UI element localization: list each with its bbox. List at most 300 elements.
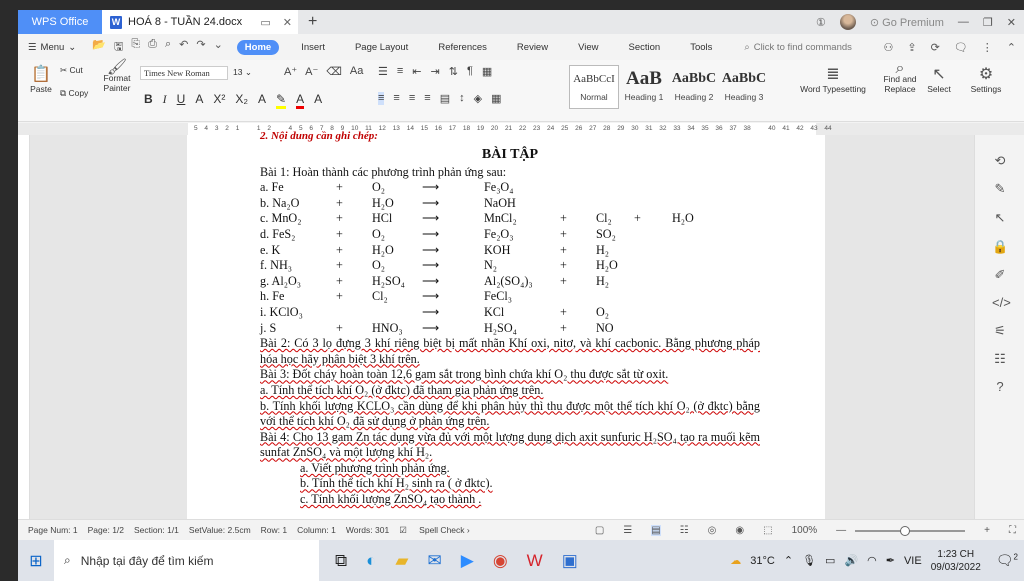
close-window-icon[interactable]: ✕ (1006, 16, 1016, 29)
ruler-tick: 26 (575, 125, 583, 132)
reaction-cell: b. Na₂O (260, 195, 300, 210)
word-typesetting-button[interactable] (796, 64, 870, 94)
reaction-cell: + (560, 273, 567, 288)
reaction-cell: h. Fe (260, 289, 285, 304)
tab-view[interactable]: View (578, 41, 599, 53)
task-view-icon[interactable]: ⧉ (335, 550, 348, 570)
font-size-select[interactable]: 13 ⌄ (233, 67, 252, 77)
align-left-icon[interactable]: ≡ (378, 92, 385, 104)
new-tab-button[interactable]: + (308, 13, 318, 30)
reaction-cell (634, 321, 672, 337)
ruler-tick: 5 (194, 125, 198, 132)
distribute-icon[interactable]: ▤ (439, 93, 451, 105)
help-icon[interactable]: ? (996, 379, 1004, 394)
style-normal[interactable] (569, 65, 619, 109)
reaction-cell: KCl (484, 304, 505, 319)
reaction-cell: ⟶ (422, 304, 439, 319)
reaction-cell (560, 289, 596, 305)
ruler-tick: 12 (378, 125, 386, 132)
comment-icon[interactable]: 🗨 (953, 41, 968, 54)
cursor-icon: ↖ (932, 66, 946, 83)
zoom-out-icon[interactable]: — (836, 525, 847, 536)
print-preview-icon[interactable]: ⌕ (164, 37, 172, 50)
reaction-cell: H₂SO₄ (372, 273, 405, 288)
reaction-cell: ⟶ (422, 226, 439, 241)
reaction-cell: + (336, 195, 343, 210)
reaction-cell: + (560, 320, 567, 335)
ruler-tick: 32 (659, 125, 667, 132)
words-status[interactable]: Words: 301 (345, 525, 390, 535)
outline-icon[interactable]: ☰ (623, 525, 633, 536)
clock-time: 1:23 CH (937, 548, 975, 560)
ruler-tick: 17 (448, 125, 457, 132)
reaction-cell: c. MnO₂ (260, 211, 302, 226)
reaction-cell: + (336, 258, 343, 273)
underline-icon[interactable]: U (176, 92, 186, 106)
tab-page-layout[interactable]: Page Layout (354, 41, 409, 53)
ruler-tick: 22 (518, 125, 527, 132)
notification-icon[interactable]: 🗨$^2$ (995, 552, 1018, 568)
reaction-cell (596, 180, 634, 196)
justify-icon[interactable]: ≡ (424, 92, 431, 104)
search-icon: ⌕ (744, 41, 750, 53)
image-edit-icon[interactable]: ✐ (994, 267, 1006, 282)
ruler-tick: 18 (462, 125, 471, 132)
tab-review[interactable]: Review (516, 41, 549, 53)
save-icon[interactable]: 🖫 (113, 40, 124, 53)
window-icon[interactable]: ▭ (260, 16, 271, 29)
reaction-cell: H₂SO₄ (484, 320, 517, 335)
ruler-tick: 30 (631, 125, 639, 132)
reaction-row (260, 305, 760, 321)
reaction-cell: + (336, 289, 343, 304)
reaction-cell: HNO₃ (372, 320, 403, 335)
reaction-cell: H₂O (372, 242, 394, 257)
reaction-cell: + (560, 258, 567, 273)
paste-button[interactable] (26, 64, 56, 94)
page-title: BÀI TẬP (481, 147, 539, 162)
setvalue-status: SetValue: 2.5cm (188, 525, 251, 535)
clock[interactable] (931, 548, 981, 574)
reaction-cell: O₂ (372, 226, 386, 241)
close-tab-icon[interactable]: ✕ (282, 16, 292, 29)
reaction-cell (596, 289, 634, 305)
shrink-font-icon[interactable]: A⁻ (305, 66, 319, 78)
reaction-cell: N₂ (484, 258, 498, 273)
tab-section[interactable]: Section (628, 41, 661, 53)
reaction-cell: + (336, 273, 343, 288)
style-heading-2[interactable] (669, 65, 719, 109)
ruler-tick: 27 (589, 125, 597, 132)
reaction-cell (672, 180, 702, 196)
reaction-cell: O₂ (372, 180, 386, 195)
list-panel-icon[interactable]: ☷ (994, 351, 1006, 366)
select-pointer-icon[interactable]: ↖ (994, 210, 1006, 225)
bai3a-text: a. Tính thể tích khí O₂ (ở đktc) đã tham gia phản ứng trên. (260, 382, 544, 397)
settings-button[interactable] (966, 64, 1006, 94)
taskbar-search-placeholder: Nhập tại đây để tìm kiếm (80, 553, 214, 568)
style-sample: AaBbC (671, 71, 717, 86)
copy-label: Copy (68, 88, 89, 98)
reaction-cell: MnCl₂ (484, 211, 517, 226)
sliders-icon[interactable]: ⚟ (994, 323, 1006, 338)
reaction-cell: ⟶ (422, 211, 439, 226)
numbering-icon[interactable]: ≡ (396, 65, 404, 77)
reaction-cell (672, 289, 702, 305)
styles-gallery (569, 65, 769, 109)
ruler-tick: 33 (673, 125, 681, 132)
user-icon[interactable]: ⚇ (883, 41, 894, 54)
style-sample: AaBbCcI (573, 73, 615, 85)
ruler-tick: 3 (214, 125, 219, 132)
reaction-row (260, 243, 760, 259)
document-tab[interactable] (102, 10, 298, 34)
borders-icon[interactable]: ▦ (491, 93, 502, 105)
tray-expand-icon[interactable]: ⌃ (783, 555, 794, 567)
menu-button[interactable] (28, 42, 76, 53)
cut-off-heading: 2. Nội dung cần ghi chép: (260, 130, 378, 142)
font-name-select[interactable]: Times New Roman (140, 66, 228, 80)
reaction-cell: + (336, 211, 343, 226)
go-premium-button[interactable]: ⊙ Go Premium (869, 16, 944, 29)
zoom-level[interactable]: 100% (791, 525, 818, 536)
brush-icon: 🖌 (106, 59, 128, 76)
ruler-tick: 24 (547, 125, 555, 132)
reaction-cell: + (560, 226, 567, 241)
ruler-tick: 13 (392, 125, 400, 132)
ruler-tick (246, 123, 250, 135)
reaction-row (260, 258, 760, 274)
reaction-cell: + (336, 226, 343, 241)
reaction-row (260, 227, 760, 243)
system-tray (730, 540, 1024, 581)
reaction-cell: O₂ (596, 304, 610, 319)
font-size-value: 13 (233, 67, 243, 77)
bai3b-text: b. Tính khối lượng KCLO₃ cần dùng để khi phân hủy thì thu được một thể tích khí O₂ (ở đktc) bằng với thể tích khí O₂ đã sử dụng ở phản ứng trên. (260, 398, 760, 429)
ruler-tick: 41 (782, 125, 790, 132)
bai3-text: Bài 3: Đốt cháy hoàn toàn 12,6 gam sắt trong bình chứa khí O₂ thu được sắt từ oxit. (260, 367, 669, 382)
highlight-icon[interactable]: ✎ (276, 92, 286, 109)
reaction-cell (634, 289, 672, 305)
bullets-icon[interactable]: ☰ (378, 66, 388, 78)
find-commands-search[interactable] (744, 42, 852, 53)
eye-icon[interactable]: ◉ (735, 525, 745, 536)
reaction-cell: + (634, 211, 641, 226)
cut-button[interactable] (60, 65, 100, 76)
reaction-cell (634, 196, 672, 212)
temperature[interactable]: 31°C (750, 554, 775, 567)
subscript-icon[interactable]: X₂ (235, 92, 249, 106)
ruler-tick: 6 (309, 125, 314, 132)
reaction-cell (672, 258, 702, 274)
reaction-cell: ⟶ (422, 258, 439, 273)
typesetting-icon: ≣ (826, 66, 840, 83)
bai2-text: Bài 2: Có 3 lọ đựng 3 khí riêng biệt bị mất nhãn Khí oxi, nitơ, và khí cacbonic. Bằng phương pháp hóa học hãy phân biệt 3 khí trên. (260, 336, 760, 366)
read-mode-icon[interactable]: ▢ (594, 525, 605, 536)
ruler-tick: 35 (701, 125, 709, 132)
reaction-cell: SO₂ (596, 226, 616, 241)
style-name: Heading 1 (624, 92, 664, 102)
select-button[interactable] (922, 64, 956, 94)
reaction-cell (672, 305, 702, 321)
ruler-tick: 40 (768, 125, 776, 132)
code-icon[interactable]: </> (992, 295, 1011, 310)
reaction-cell: Cl₂ (596, 211, 612, 226)
taskbar-search[interactable] (54, 540, 319, 581)
font-color-a-icon[interactable]: A (195, 92, 204, 106)
ruler-tick: 7 (319, 125, 324, 132)
document-page[interactable] (187, 130, 825, 519)
ruler-tick: 42 (796, 125, 804, 132)
reaction-cell: + (336, 180, 343, 195)
ruler-tick: 29 (617, 125, 625, 132)
reaction-cell: H₂ (596, 273, 610, 288)
fullscreen-icon[interactable]: ⛶ (1009, 525, 1016, 536)
reaction-cell: O₂ (372, 258, 386, 273)
tab-insert[interactable]: Insert (301, 41, 325, 53)
clear-format-icon[interactable]: ⌫ (326, 66, 342, 78)
page-num-status[interactable]: Page Num: 1 (28, 525, 78, 535)
ruler-tick: 23 (533, 125, 541, 132)
tab-tools[interactable]: Tools (690, 41, 713, 53)
grow-font-icon[interactable]: A⁺ (284, 66, 298, 78)
ruler-tick: 25 (561, 125, 569, 132)
share-icon[interactable]: ⇪ (907, 41, 917, 54)
bai4b-text: b. Tính thể tích khí H₂ sinh ra ( ở đktc). (300, 476, 493, 491)
bai4-text: Bài 4: Cho 13 gam Zn tác dụng vừa đủ với một lượng dung dịch axit sunfuric H₂SO₄ tạo ra muối kẽm sunfat ZnSO₄ và một lượng khí H₂. (260, 429, 760, 460)
wifi-icon[interactable]: ◠ (867, 555, 877, 567)
reaction-cell (672, 274, 702, 290)
undo-icon[interactable]: ↶ (179, 38, 189, 51)
reaction-cell: ⟶ (422, 273, 439, 288)
reaction-cell (560, 196, 596, 212)
ruler-tick: 16 (434, 125, 443, 132)
wps-office-tab[interactable]: WPS Office (18, 10, 102, 34)
ruler-tick: 44 (824, 125, 832, 132)
avatar[interactable] (840, 14, 856, 30)
reaction-cell: KOH (484, 242, 511, 257)
italic-icon[interactable]: I (162, 92, 167, 106)
go-premium-label: Go Premium (882, 16, 944, 29)
line-spacing-icon[interactable]: ↕ (459, 92, 465, 104)
print-icon[interactable]: ⎙ (148, 37, 157, 50)
char-shading-icon[interactable]: A (314, 92, 323, 106)
document-area (30, 130, 974, 519)
select-label: Select (927, 84, 951, 94)
reaction-cell (372, 305, 422, 321)
reaction-cell (634, 305, 672, 321)
settings-icon: ⚙ (978, 66, 994, 83)
hamburger-icon: ☰ (28, 41, 37, 53)
weather-icon[interactable]: ☁ (730, 555, 742, 567)
reaction-cell: H₂O (596, 258, 618, 273)
style-name: Normal (580, 92, 608, 102)
copy-button[interactable] (60, 88, 100, 99)
ruler-tick: 19 (476, 125, 485, 132)
zoom-app-icon[interactable]: ▶ (460, 550, 474, 570)
style-heading-1[interactable] (619, 65, 669, 109)
page-count-icon[interactable]: ① (816, 16, 826, 29)
reaction-cell: i. KClO₃ (260, 304, 303, 319)
ruler-tick: 4 (204, 125, 209, 132)
ruler-tick: 31 (645, 125, 653, 132)
style-sample: AaB (626, 68, 662, 89)
format-painter-button[interactable] (100, 59, 134, 93)
reaction-cell (634, 180, 672, 196)
zoom-knob[interactable] (900, 526, 910, 536)
page-status[interactable]: Page: 1/2 (87, 525, 125, 535)
reaction-row (260, 196, 760, 212)
ruler-tick: 4 (288, 125, 293, 132)
right-side-panel (974, 135, 1024, 519)
vertical-ruler[interactable] (18, 135, 30, 519)
sync-icon[interactable]: ⟳ (930, 41, 940, 54)
clock-date: 09/03/2022 (930, 561, 981, 573)
reaction-cell: ⟶ (422, 320, 439, 335)
document-body[interactable] (260, 130, 760, 508)
reaction-cell: + (560, 304, 567, 319)
mic-icon[interactable]: 🎙 (802, 555, 817, 567)
redo-icon[interactable]: ↷ (196, 38, 206, 51)
tab-home[interactable]: Home (237, 40, 279, 55)
file-explorer-icon[interactable]: ▰ (395, 550, 409, 570)
reaction-cell: g. Al₂O₃ (260, 273, 302, 288)
fit-icon[interactable]: ⬚ (763, 525, 773, 536)
globe-icon[interactable]: ◎ (707, 525, 717, 536)
edge-icon[interactable]: ◐ (366, 550, 377, 570)
app-window-icon[interactable]: ▣ (561, 550, 578, 570)
ruler-tick: 34 (687, 125, 695, 132)
reaction-cell (596, 196, 634, 212)
change-case-icon[interactable]: Aa (349, 65, 364, 77)
bai4a-text: a. Viết phương trình phản ứng. (300, 460, 450, 475)
reaction-cell (634, 227, 672, 243)
wps-taskbar-icon[interactable]: W (526, 550, 543, 570)
reaction-cell: FeCl₃ (484, 289, 512, 304)
ruler-tick: 14 (406, 125, 414, 132)
reaction-cell (672, 196, 702, 212)
settings-label: Settings (970, 84, 1002, 94)
increase-indent-icon[interactable]: ⇥ (430, 66, 440, 78)
ruler-tick: 1 (235, 125, 240, 132)
align-center-icon[interactable]: ≡ (393, 92, 400, 104)
zoom-slider[interactable] (855, 530, 965, 532)
style-sample: AaBbC (721, 71, 767, 86)
font-color-icon[interactable]: A (296, 92, 304, 109)
find-replace-button[interactable] (880, 60, 920, 94)
mail-icon[interactable]: ✉ (427, 550, 442, 570)
restore-icon[interactable]: ❐ (982, 16, 993, 29)
reaction-cell: j. S (260, 320, 277, 335)
chevron-down-icon: ⌄ (68, 41, 77, 53)
title-bar (18, 10, 1024, 34)
reaction-cell: ⟶ (422, 289, 439, 304)
decrease-indent-icon[interactable]: ⇤ (412, 66, 422, 78)
bai4c-text: c. Tính khối lượng ZnSO₄ tạo thành . (300, 492, 482, 507)
reaction-cell: H₂O (372, 195, 394, 210)
table-icon[interactable]: ▦ (481, 66, 493, 78)
volume-icon[interactable]: 🔊 (844, 555, 859, 567)
language-indicator[interactable]: VIE (903, 554, 922, 567)
menu-bar (18, 34, 1024, 60)
clipboard-icon: 📋 (31, 66, 51, 83)
web-view-icon[interactable]: ☷ (679, 525, 689, 536)
reaction-cell: Fe₂O₃ (484, 226, 514, 241)
reaction-row (260, 321, 760, 337)
ruler-tick: 28 (603, 125, 611, 132)
chrome-icon[interactable]: ◉ (492, 550, 508, 570)
zoom-in-icon[interactable]: + (984, 525, 990, 536)
collapse-ribbon-icon[interactable]: ⌃ (1006, 41, 1016, 54)
ruler-tick: 20 (490, 125, 499, 132)
battery-icon[interactable]: ▭ (825, 555, 836, 567)
windows-start-icon[interactable]: ⊞ (29, 552, 43, 570)
reaction-row (260, 211, 760, 227)
reaction-cell: a. Fe (260, 180, 284, 195)
reaction-cell: HCl (372, 211, 393, 226)
reaction-cell: NaOH (484, 195, 516, 210)
ruler-tick: 43 (810, 125, 818, 132)
bold-icon[interactable]: B (144, 92, 153, 106)
superscript-icon[interactable]: X² (213, 92, 226, 106)
customize-icon[interactable]: ⌄ (213, 38, 223, 51)
reaction-cell: Cl₂ (372, 289, 388, 304)
document-tab-label: HOÁ 8 - TUẦN 24.docx (128, 16, 243, 28)
reaction-cell (672, 321, 702, 337)
spell-check-button[interactable]: ☑ Spell Check › (399, 524, 470, 535)
pen-icon[interactable]: ✎ (994, 181, 1006, 196)
find-commands-label: Click to find commands (753, 41, 852, 53)
style-heading-3[interactable] (719, 65, 769, 109)
text-effect-icon[interactable]: A (258, 92, 267, 106)
more-icon[interactable]: ⋮ (981, 41, 993, 54)
ruler-tick: 5 (298, 125, 303, 132)
reaction-cell: ⟶ (422, 180, 439, 195)
ruler-tick: 8 (330, 125, 334, 132)
reaction-cell: NO (596, 320, 614, 335)
row-status: Row: 1 (260, 525, 288, 535)
page-view-icon[interactable]: ▤ (651, 525, 661, 536)
reaction-cell: ⟶ (422, 195, 439, 210)
align-right-icon[interactable]: ≡ (408, 92, 416, 104)
word-typesetting-label: Word Typesetting (800, 84, 866, 94)
open-icon[interactable]: 📂 (92, 38, 106, 51)
history-icon[interactable]: ⟲ (994, 153, 1006, 168)
reaction-cell: + (560, 242, 567, 257)
pen-tray-icon[interactable]: ✒ (885, 555, 895, 567)
style-name: Heading 2 (674, 92, 714, 102)
lock-icon[interactable]: 🔒 (992, 239, 1009, 254)
sort-icon[interactable]: ⇅ (448, 66, 458, 78)
export-icon[interactable]: ⎘ (131, 37, 141, 50)
word-doc-icon: W (111, 16, 121, 27)
reaction-cell (634, 243, 672, 259)
minimize-icon[interactable]: — (957, 16, 969, 28)
reaction-cell: Fe₃O₄ (484, 180, 514, 195)
reaction-cell (560, 180, 596, 196)
paste-label: Paste (30, 84, 52, 94)
reaction-cell: d. FeS₂ (260, 226, 296, 241)
reaction-cell: + (336, 242, 343, 257)
reaction-row (260, 274, 760, 290)
ruler-tick: 36 (715, 125, 723, 132)
copy-icon: ⧉ (60, 88, 67, 98)
quick-access-toolbar (92, 38, 223, 57)
shading-icon[interactable]: ◈ (473, 93, 483, 105)
ruler-tick: 11 (365, 125, 372, 132)
show-marks-icon[interactable]: ¶ (466, 65, 473, 77)
tab-references[interactable]: References (438, 41, 487, 53)
